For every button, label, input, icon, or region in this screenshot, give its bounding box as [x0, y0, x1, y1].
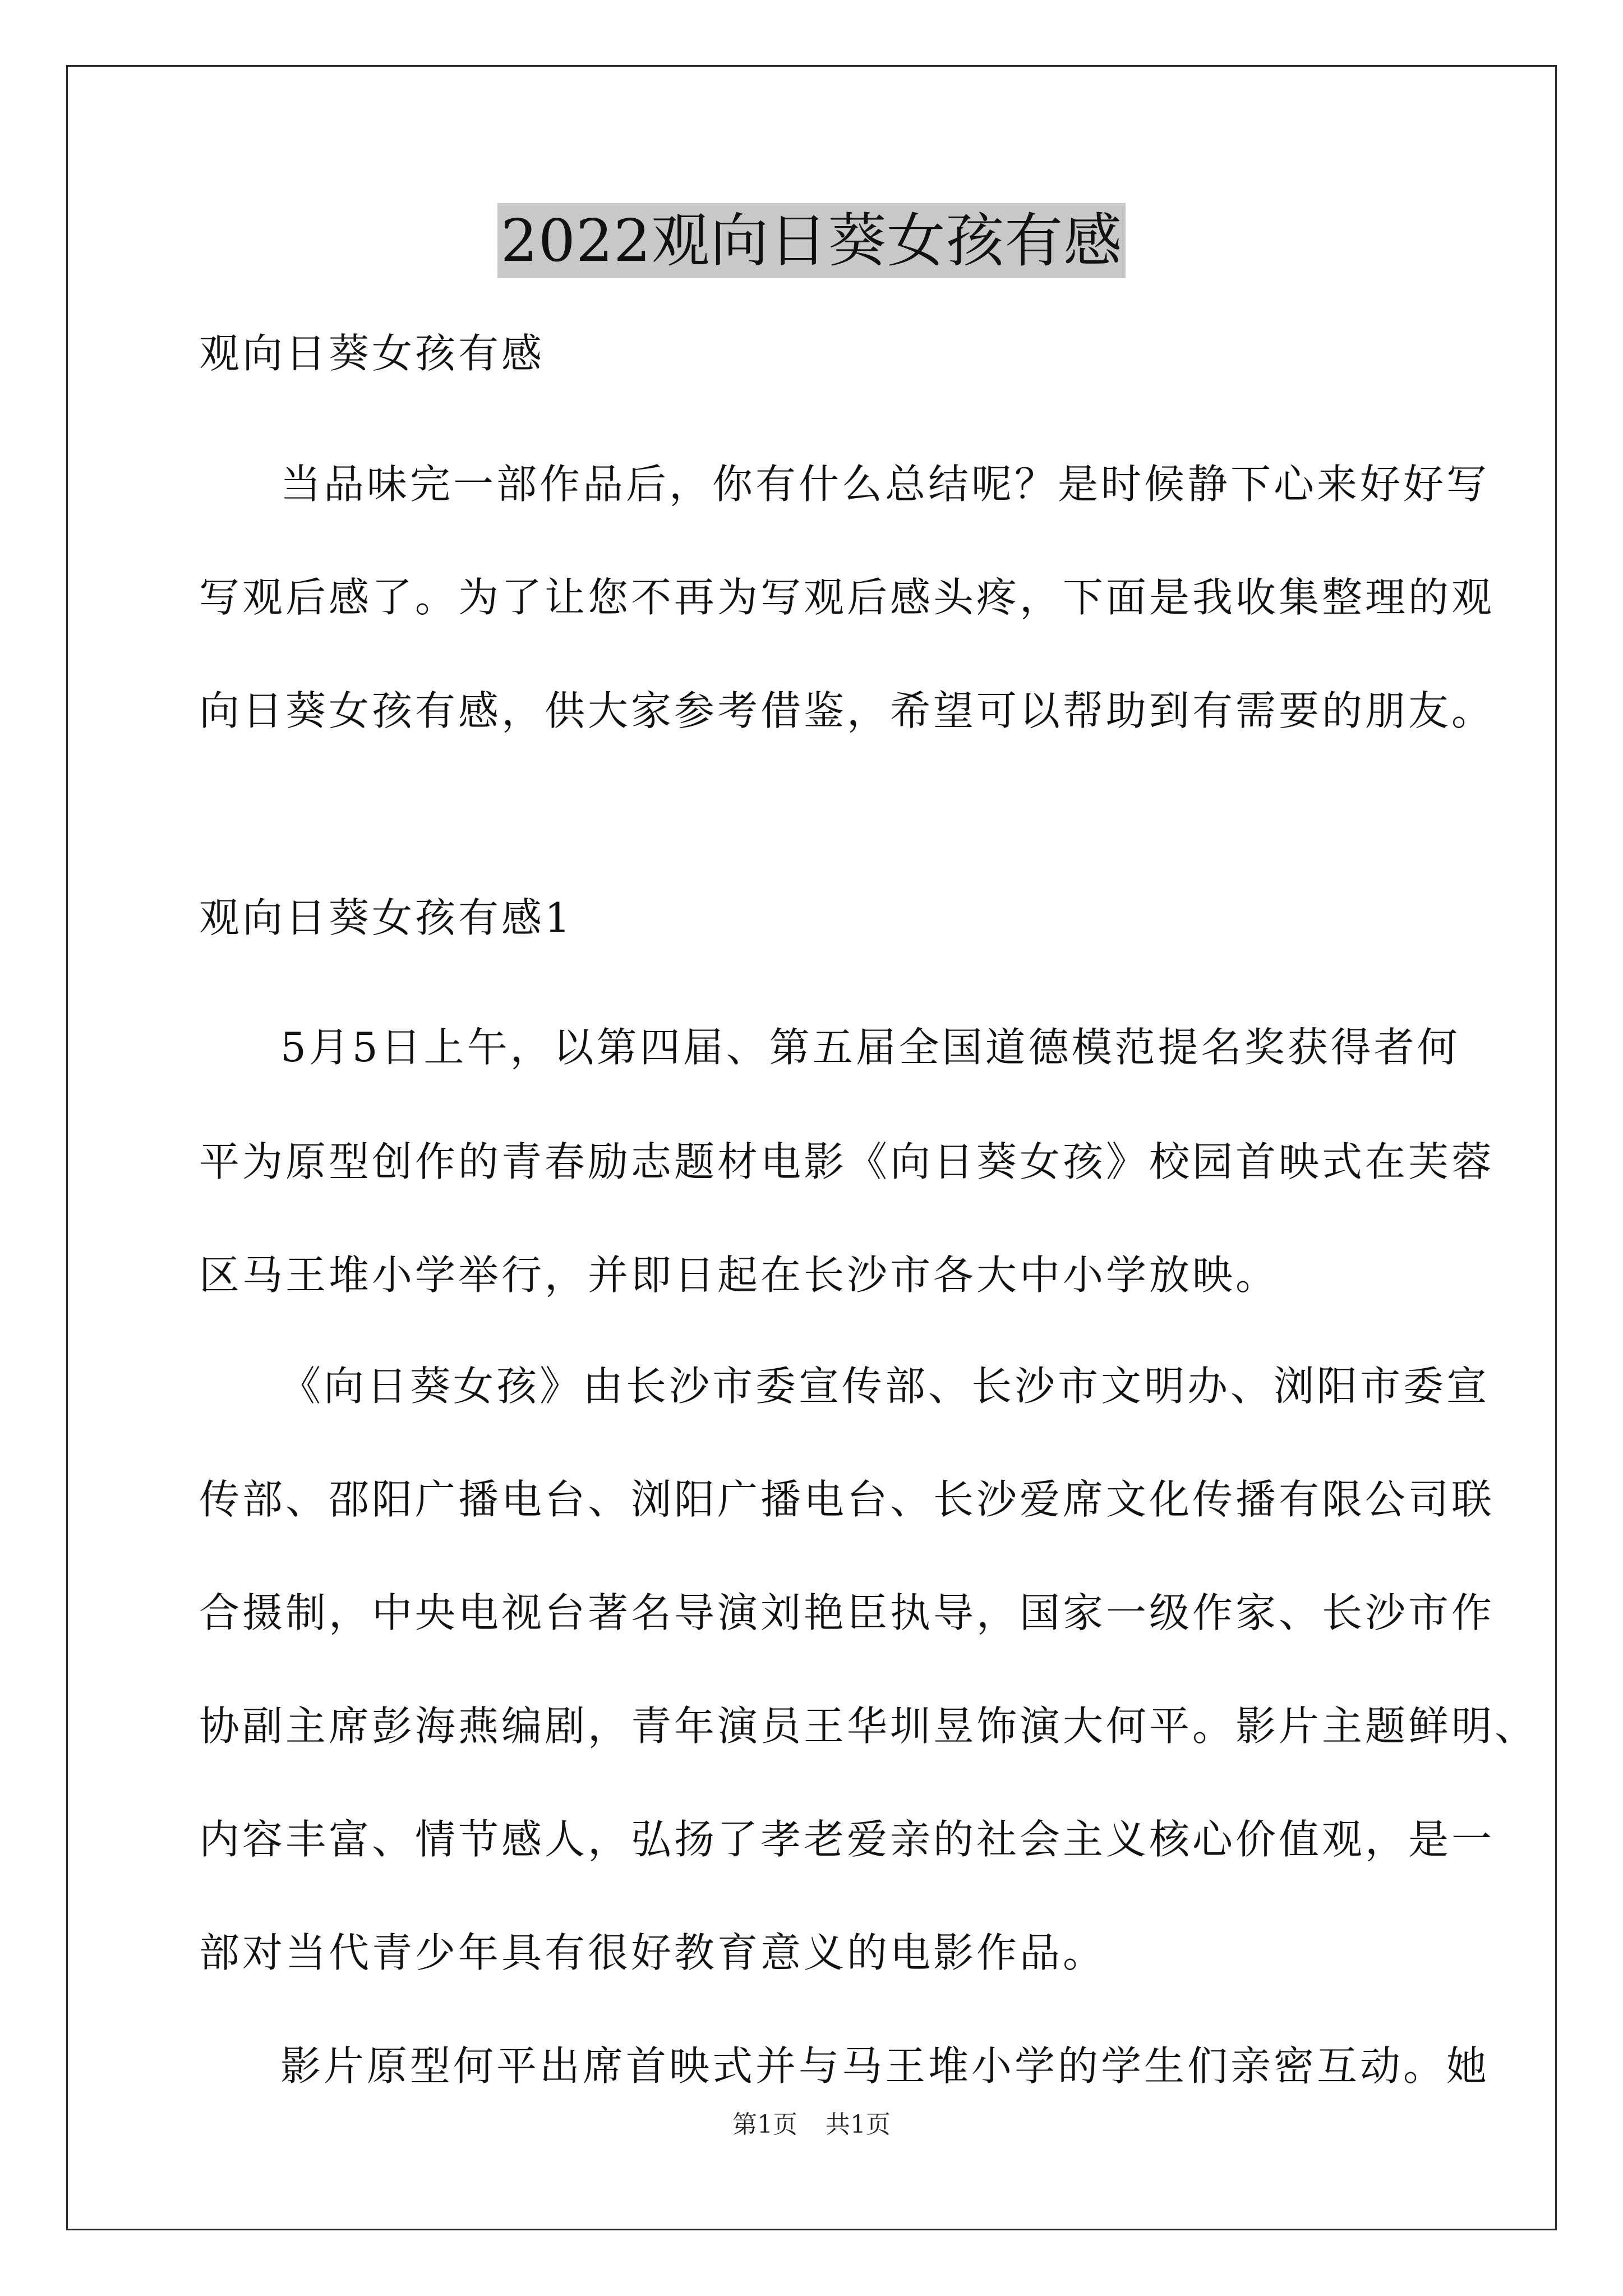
paragraph-line: 内容丰富、情节感人，弘扬了孝老爱亲的社会主义核心价值观，是一: [199, 1816, 1495, 1863]
page-number: 第1页: [732, 2110, 797, 2139]
paragraph-line: 当品味完一部作品后，你有什么总结呢？是时候静下心来好好写: [280, 461, 1490, 508]
title-container: [0, 203, 1623, 278]
section-heading: 观向日葵女孩有感: [199, 330, 545, 377]
paragraph-line: 5月5日上午，以第四届、第五届全国道德模范提名奖获得者何: [280, 1024, 1460, 1071]
paragraph-line: 区马王堆小学举行，并即日起在长沙市各大中小学放映。: [199, 1251, 1279, 1299]
paragraph-line: 向日葵女孩有感，供大家参考借鉴，希望可以帮助到有需要的朋友。: [199, 687, 1495, 734]
section-heading: 观向日葵女孩有感1: [199, 894, 573, 941]
paragraph-line: 写观后感了。为了让您不再为写观后感头疼，下面是我收集整理的观: [199, 574, 1495, 621]
page-total: 共1页: [826, 2110, 891, 2139]
document-title: 2022观向日葵女孩有感: [497, 203, 1126, 278]
page-footer: [0, 2109, 1623, 2141]
paragraph-line: 部对当代青少年具有很好教育意义的电影作品。: [199, 1929, 1106, 1976]
paragraph-line: 协副主席彭海燕编剧，青年演员王华圳昱饰演大何平。影片主题鲜明、: [199, 1703, 1538, 1750]
paragraph-line: 影片原型何平出席首映式并与马王堆小学的学生们亲密互动。她: [280, 2042, 1490, 2090]
paragraph-line: 合摄制，中央电视台著名导演刘艳臣执导，国家一级作家、长沙市作: [199, 1589, 1495, 1636]
paragraph-line: 《向日葵女孩》由长沙市委宣传部、长沙市文明办、浏阳市委宣: [280, 1363, 1490, 1410]
paragraph-line: 平为原型创作的青春励志题材电影《向日葵女孩》校园首映式在芙蓉: [199, 1138, 1495, 1185]
paragraph-line: 传部、邵阳广播电台、浏阳广播电台、长沙爱席文化传播有限公司联: [199, 1476, 1495, 1523]
